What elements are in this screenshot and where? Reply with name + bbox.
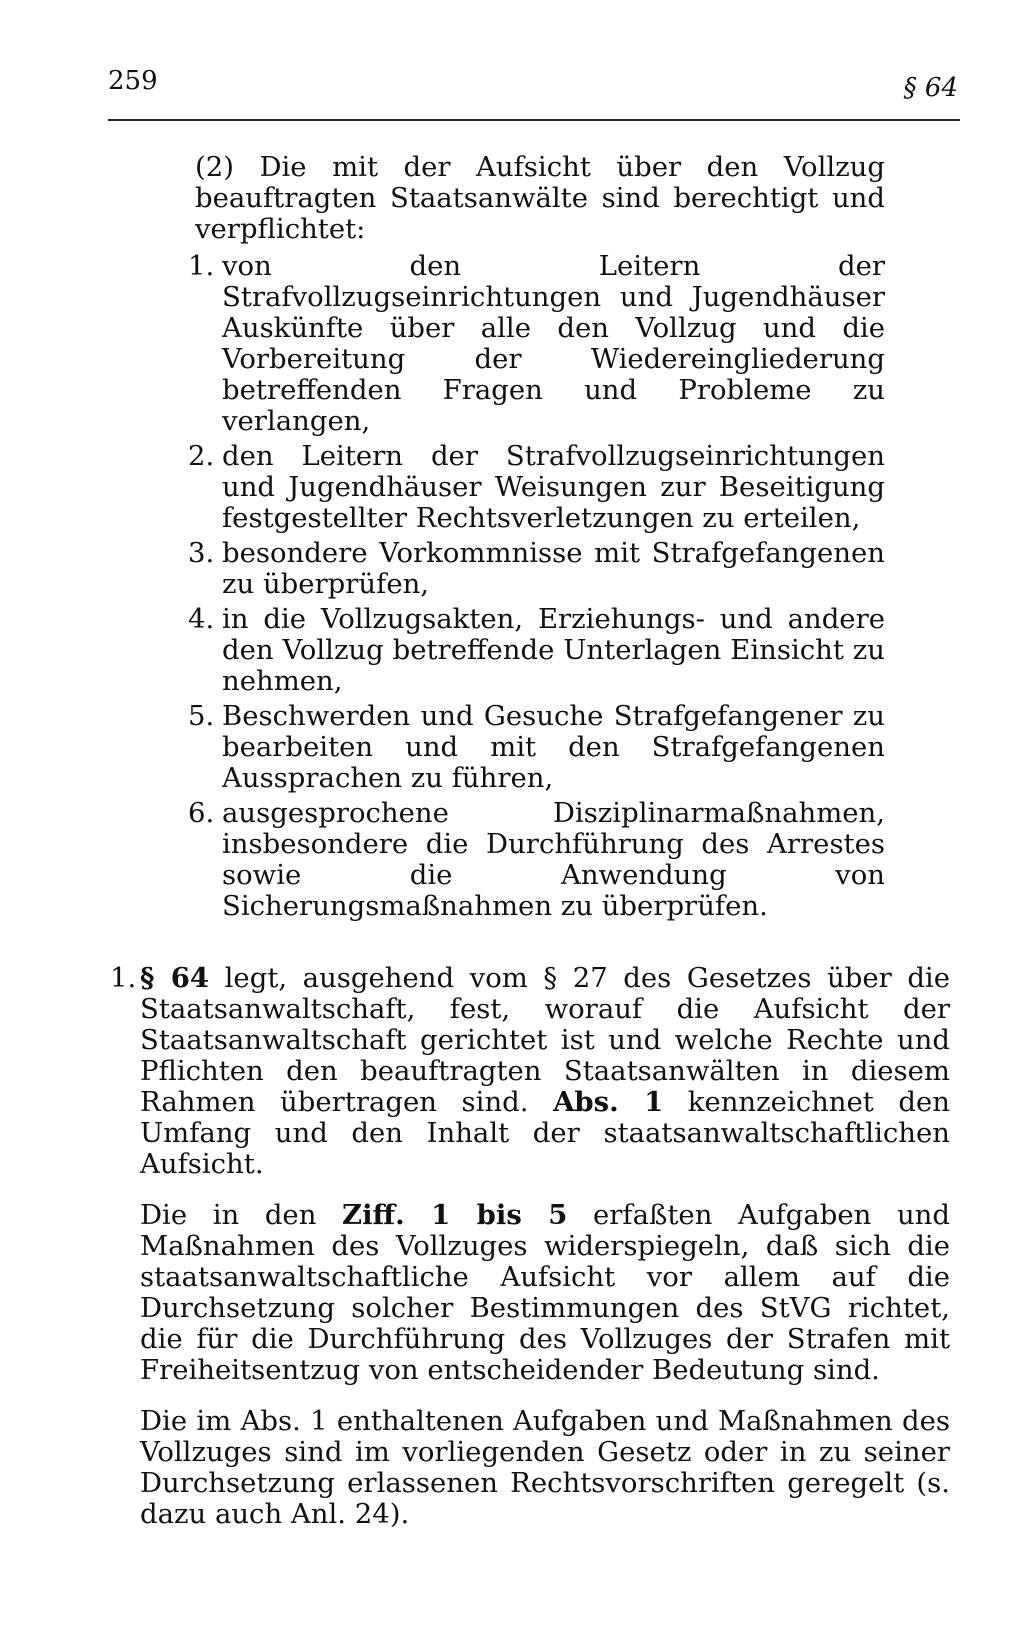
law-item-3 xyxy=(188,537,885,600)
law-item-number: 2. xyxy=(188,440,215,472)
page-number: 259 xyxy=(108,66,158,96)
law-item-text: in die Vollzugsakten, Erziehungs- und andere den Vollzug betreffende Unterlagen Einsicht zu nehmen, xyxy=(222,603,885,697)
header-divider xyxy=(108,119,960,121)
law-item-number: 4. xyxy=(188,603,215,635)
commentary-text: legt, ausgehend vom § 27 des Gesetzes über die Staatsanwaltschaft, fest, worauf die Aufsicht der Staatsanwaltschaft gerichtet ist und welche Rechte und Pflichten den beauftragten Staatsanwälten in diesem Rahmen übertragen sind. xyxy=(140,962,950,1118)
law-item-2 xyxy=(188,440,885,534)
abs-ref-bold: Abs. 1 xyxy=(553,1086,664,1118)
law-item-text: von den Leitern der Strafvollzugseinrichtungen und Jugendhäuser Auskünfte über alle den Vollzug und die Vorbereitung der Wiedereingliederung betreffenden Fragen und Probleme zu verlangen, xyxy=(222,250,885,437)
law-item-text: den Leitern der Strafvollzugseinrichtungen und Jugendhäuser Weisungen zur Beseitigung festgestellter Rechtsverletzungen zu erteilen, xyxy=(222,440,885,534)
law-item-4 xyxy=(188,603,885,697)
law-text-block xyxy=(188,151,885,926)
law-item-6 xyxy=(188,797,885,922)
law-item-text: besondere Vorkommnisse mit Strafgefangenen zu überprüfen, xyxy=(222,537,885,600)
law-item-number: 3. xyxy=(188,537,215,569)
commentary-block xyxy=(110,962,950,1550)
section-reference: § 64 xyxy=(903,73,958,103)
commentary-text: kennzeichnet den Umfang und den Inhalt der staatsanwaltschaftlichen Aufsicht. xyxy=(140,1086,950,1180)
commentary-paragraph-3: Die im Abs. 1 enthaltenen Aufgaben und Maßnahmen des Vollzuges sind im vorliegenden Gesetz oder in zu seiner Durchsetzung erlassenen Rechtsvorschriften geregelt (s. dazu auch Anl. 24). xyxy=(140,1405,950,1530)
law-item-list xyxy=(188,250,885,922)
commentary-paragraph-2 xyxy=(140,1200,950,1386)
law-item-number: 1. xyxy=(188,250,215,282)
law-intro: (2) Die mit der Aufsicht über den Vollzug beauftragten Staatsanwälte sind berechtigt und verpflichtet: xyxy=(195,151,885,245)
law-item-number: 5. xyxy=(188,700,215,732)
law-item-text: ausgesprochene Disziplinarmaßnahmen, insbesondere die Durchführung des Arrestes sowie die Anwendung von Sicherungsmaßnahmen zu überprüfen. xyxy=(222,797,885,922)
ziff-ref-bold: Ziff. 1 bis 5 xyxy=(342,1199,568,1231)
commentary-paragraph-1 xyxy=(140,963,950,1180)
law-item-number: 6. xyxy=(188,797,215,829)
commentary-number: 1. xyxy=(110,962,137,994)
commentary-text: erfaßten Aufgaben und Maßnahmen des Vollzuges widerspiegeln, daß sich die staatsanwaltschaftliche Aufsicht vor allem auf die Durchsetzung solcher Bestimmungen des StVG richtet, die für die Durchführung des Vollzuges der Strafen mit Freiheitsentzug von entscheidender Bedeutung sind. xyxy=(140,1199,950,1386)
law-item-5 xyxy=(188,700,885,794)
commentary-text: Die in den xyxy=(140,1199,343,1231)
law-item-1 xyxy=(188,250,885,437)
law-item-text: Beschwerden und Gesuche Strafgefangener zu bearbeiten und mit den Strafgefangenen Aussprachen zu führen, xyxy=(222,700,885,794)
section-ref-bold: § 64 xyxy=(140,962,210,994)
